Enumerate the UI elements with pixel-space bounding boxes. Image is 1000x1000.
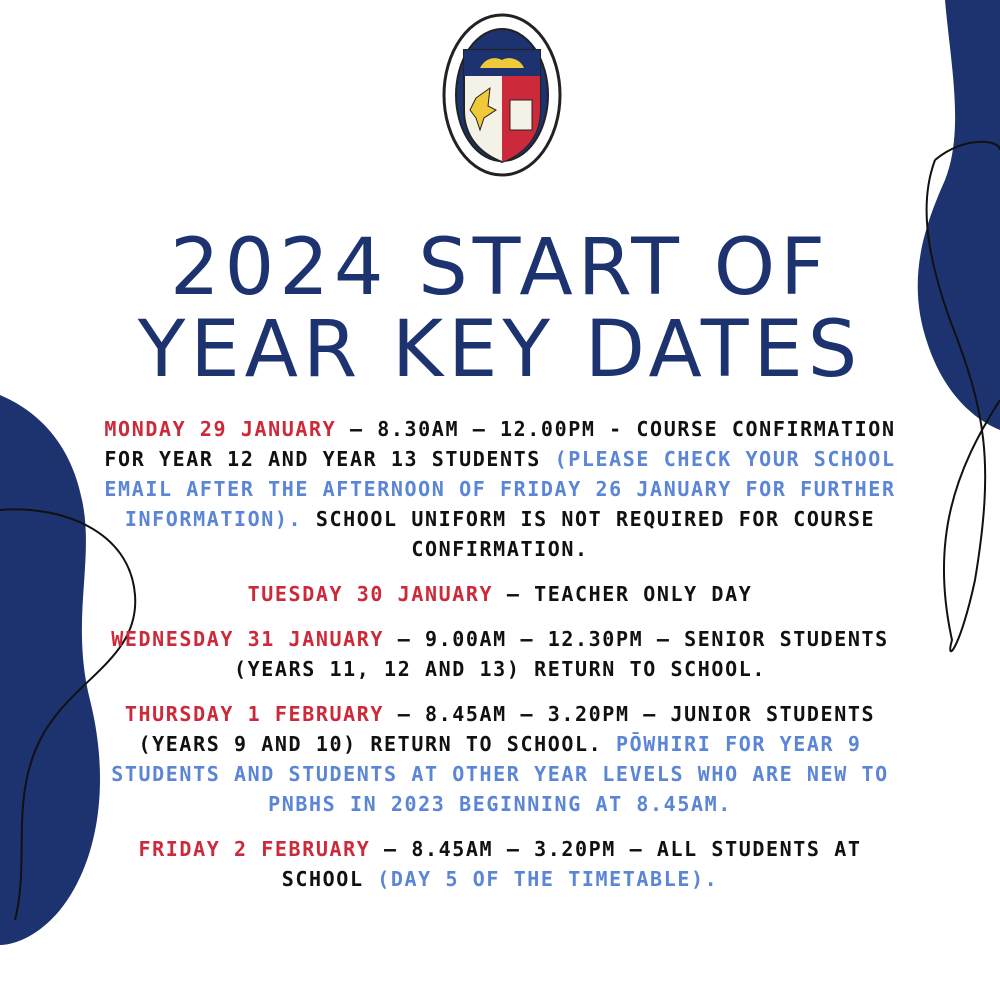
event-detail: – 8.30AM – 12.00PM - COURSE CONFIRMATION FOR YEAR 12 AND YEAR 13 STUDENTS <box>104 417 896 471</box>
event-monday <box>100 414 900 564</box>
title-line-1: 2024 START OF <box>170 223 830 313</box>
event-date: WEDNESDAY 31 JANUARY <box>111 627 385 651</box>
event-detail: – 8.45AM – 3.20PM – JUNIOR STUDENTS (YEARS 9 AND 10) RETURN TO SCHOOL. <box>138 702 876 756</box>
event-friday <box>100 834 900 894</box>
event-extra: SCHOOL UNIFORM IS NOT REQUIRED FOR COURSE CONFIRMATION. <box>302 507 876 561</box>
key-dates-list <box>100 414 900 909</box>
event-wednesday <box>100 624 900 684</box>
event-date: TUESDAY 30 JANUARY <box>247 582 494 606</box>
title-line-2: YEAR KEY DATES <box>137 305 863 395</box>
event-tuesday <box>100 579 900 609</box>
event-detail: – TEACHER ONLY DAY <box>493 582 753 606</box>
event-detail: – 8.45AM – 3.20PM – ALL STUDENTS AT SCHOOL <box>281 837 862 891</box>
event-thursday <box>100 699 900 819</box>
event-date: THURSDAY 1 FEBRUARY <box>124 702 385 726</box>
event-date: MONDAY 29 JANUARY <box>104 417 337 441</box>
event-note: (DAY 5 OF THE TIMETABLE). <box>363 867 719 891</box>
event-date: FRIDAY 2 FEBRUARY <box>138 837 371 861</box>
event-note: (PLEASE CHECK YOUR SCHOOL EMAIL AFTER THE AFTERNOON OF FRIDAY 26 JANUARY FOR FURTHER INFORMATION). <box>104 447 896 531</box>
event-detail: – 9.00AM – 12.30PM – SENIOR STUDENTS (YEARS 11, 12 AND 13) RETURN TO SCHOOL. <box>234 627 889 681</box>
event-note: PŌWHIRI FOR YEAR 9 STUDENTS AND STUDENTS AT OTHER YEAR LEVELS WHO ARE NEW TO PNBHS IN 2023 BEGINNING AT 8.45AM. <box>111 732 889 816</box>
school-crest-logo <box>440 10 564 180</box>
left-navy-blob <box>0 395 100 945</box>
